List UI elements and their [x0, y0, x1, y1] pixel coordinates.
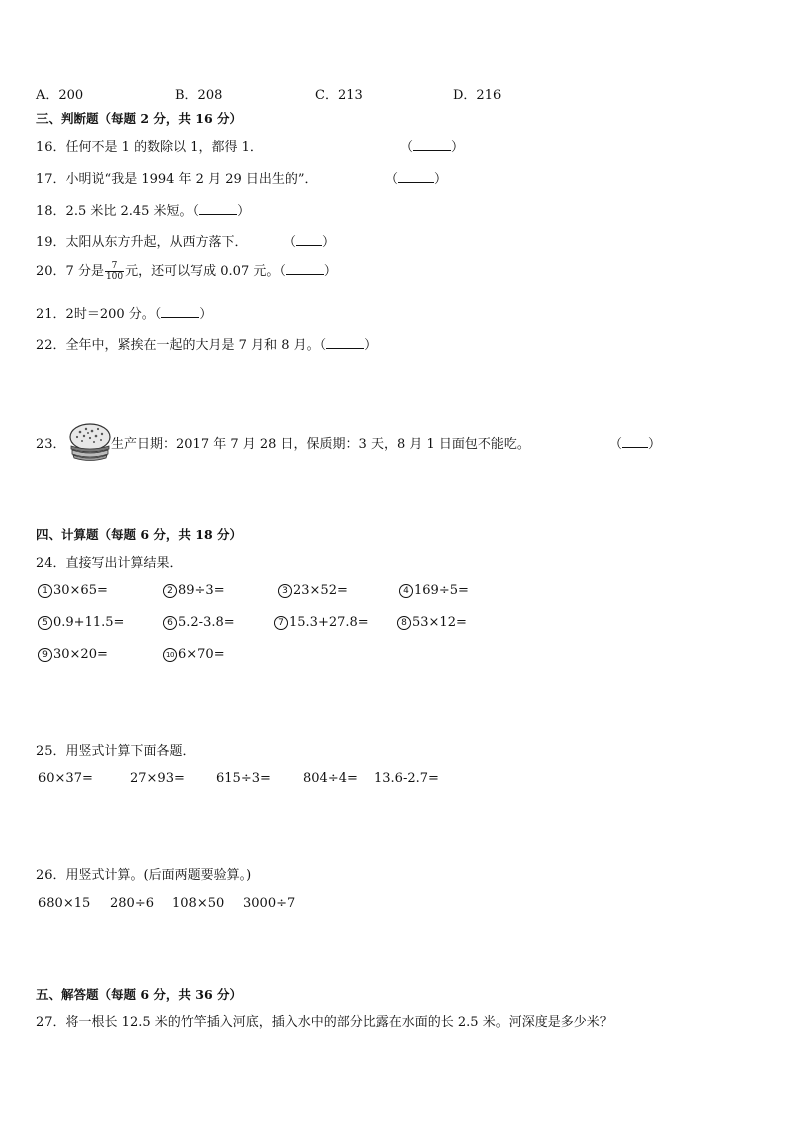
calc-item — [38, 647, 108, 662]
calc-expression: 5.2-3.8= — [178, 615, 235, 630]
q25-item: 615÷3= — [216, 771, 271, 786]
q25-item: 13.6-2.7= — [374, 771, 439, 786]
q26-item: 3000÷7 — [243, 896, 296, 911]
calc-item — [163, 647, 225, 662]
circled-number: 7 — [274, 616, 288, 630]
answer-17[interactable] — [385, 168, 447, 187]
calc-expression: 30×20= — [53, 647, 108, 662]
choice-c: C．213 — [315, 88, 363, 103]
close-paren: ） — [364, 338, 378, 353]
calc-item — [163, 615, 235, 630]
calc-item — [38, 615, 124, 630]
close-paren: ） — [323, 264, 337, 279]
close-paren: ） — [434, 172, 448, 187]
answer-16[interactable] — [400, 136, 464, 155]
open-paren: （ — [385, 172, 399, 187]
circled-number: 9 — [38, 648, 52, 662]
close-paren: ） — [322, 235, 336, 250]
calc-expression: 89÷3= — [178, 583, 225, 598]
section4-title: 四、计算题（每题 6 分，共 18 分） — [36, 527, 243, 542]
question-25: 25．用竖式计算下面各题． — [36, 744, 196, 759]
answer-19[interactable] — [283, 231, 335, 250]
answer-blank[interactable] — [286, 262, 324, 275]
answer-blank[interactable] — [413, 138, 451, 151]
question-24: 24．直接写出计算结果． — [36, 556, 183, 571]
calc-expression: 30×65= — [53, 583, 108, 598]
calc-item — [274, 615, 369, 630]
close-paren: ） — [237, 204, 251, 219]
question-23-text: 生产日期：2017 年 7 月 28 日，保质期：3 天，8 月 1 日面包不能吃。 — [111, 437, 530, 452]
question-21-text: 21．2时＝200 分。（ — [36, 307, 162, 322]
circled-number: 6 — [163, 616, 177, 630]
calc-expression: 15.3+27.8= — [289, 615, 369, 630]
calc-expression: 0.9+11.5= — [53, 615, 125, 630]
answer-23[interactable] — [609, 433, 661, 452]
circled-number: 8 — [397, 616, 411, 630]
open-paren: （ — [400, 140, 414, 155]
question-20-text-a: 20．7 分是 — [36, 264, 104, 279]
question-23-number: 23． — [36, 437, 66, 452]
close-paren: ） — [451, 140, 465, 155]
circled-number: 5 — [38, 616, 52, 630]
fraction-7-100 — [105, 261, 124, 282]
q26-item: 680×15 — [38, 896, 91, 911]
answer-blank[interactable] — [326, 336, 364, 349]
choice-d: D．216 — [453, 88, 502, 103]
choice-a: A．200 — [36, 88, 84, 103]
question-18-text: 18．2.5 米比 2.45 米短。（ — [36, 204, 200, 219]
open-paren: （ — [283, 235, 297, 250]
calc-item — [278, 583, 348, 598]
calc-item — [397, 615, 467, 630]
question-20 — [36, 260, 337, 282]
q25-item: 804÷4= — [303, 771, 358, 786]
question-19: 19．太阳从东方升起，从西方落下． — [36, 235, 248, 250]
question-16: 16．任何不是 1 的数除以 1，都得 1． — [36, 140, 263, 155]
section3-title: 三、判断题（每题 2 分，共 16 分） — [36, 111, 243, 126]
calc-expression: 169÷5= — [414, 583, 469, 598]
choice-b: B．208 — [175, 88, 223, 103]
section5-title: 五、解答题（每题 6 分，共 36 分） — [36, 987, 243, 1002]
circled-number: 3 — [278, 584, 292, 598]
q25-item: 60×37= — [38, 771, 93, 786]
close-paren: ） — [199, 307, 213, 322]
calc-item — [163, 583, 225, 598]
open-paren: （ — [609, 437, 623, 452]
q26-item: 280÷6 — [110, 896, 154, 911]
calc-item — [399, 583, 469, 598]
close-paren: ） — [648, 437, 662, 452]
question-26: 26．用竖式计算。(后面两题要验算。) — [36, 868, 252, 883]
answer-blank[interactable] — [622, 435, 648, 448]
calc-expression: 6×70= — [178, 647, 225, 662]
answer-blank[interactable] — [199, 202, 237, 215]
fraction-denominator: 100 — [105, 272, 124, 282]
question-22-text: 22．全年中，紧挨在一起的大月是 7 月和 8 月。（ — [36, 338, 327, 353]
q25-item: 27×93= — [130, 771, 185, 786]
bread-icon — [68, 422, 112, 462]
question-27: 27．将一根长 12.5 米的竹竿插入河底，插入水中的部分比露在水面的长 2.5 米。河深度是多少米？ — [36, 1015, 613, 1030]
question-17: 17．小明说“我是 1994 年 2 月 29 日出生的”． — [36, 172, 318, 187]
question-18 — [36, 200, 250, 219]
circled-number: 10 — [163, 648, 177, 662]
answer-blank[interactable] — [296, 233, 322, 246]
answer-blank[interactable] — [398, 170, 434, 183]
fraction-numerator: 7 — [105, 261, 124, 272]
circled-number: 2 — [163, 584, 177, 598]
calc-item — [38, 583, 108, 598]
circled-number: 4 — [399, 584, 413, 598]
calc-expression: 53×12= — [412, 615, 467, 630]
calc-expression: 23×52= — [293, 583, 348, 598]
question-21 — [36, 303, 212, 322]
question-22 — [36, 334, 377, 353]
q26-item: 108×50 — [172, 896, 225, 911]
answer-blank[interactable] — [161, 305, 199, 318]
circled-number: 1 — [38, 584, 52, 598]
question-20-text-b: 元，还可以写成 0.07 元。（ — [125, 264, 286, 279]
